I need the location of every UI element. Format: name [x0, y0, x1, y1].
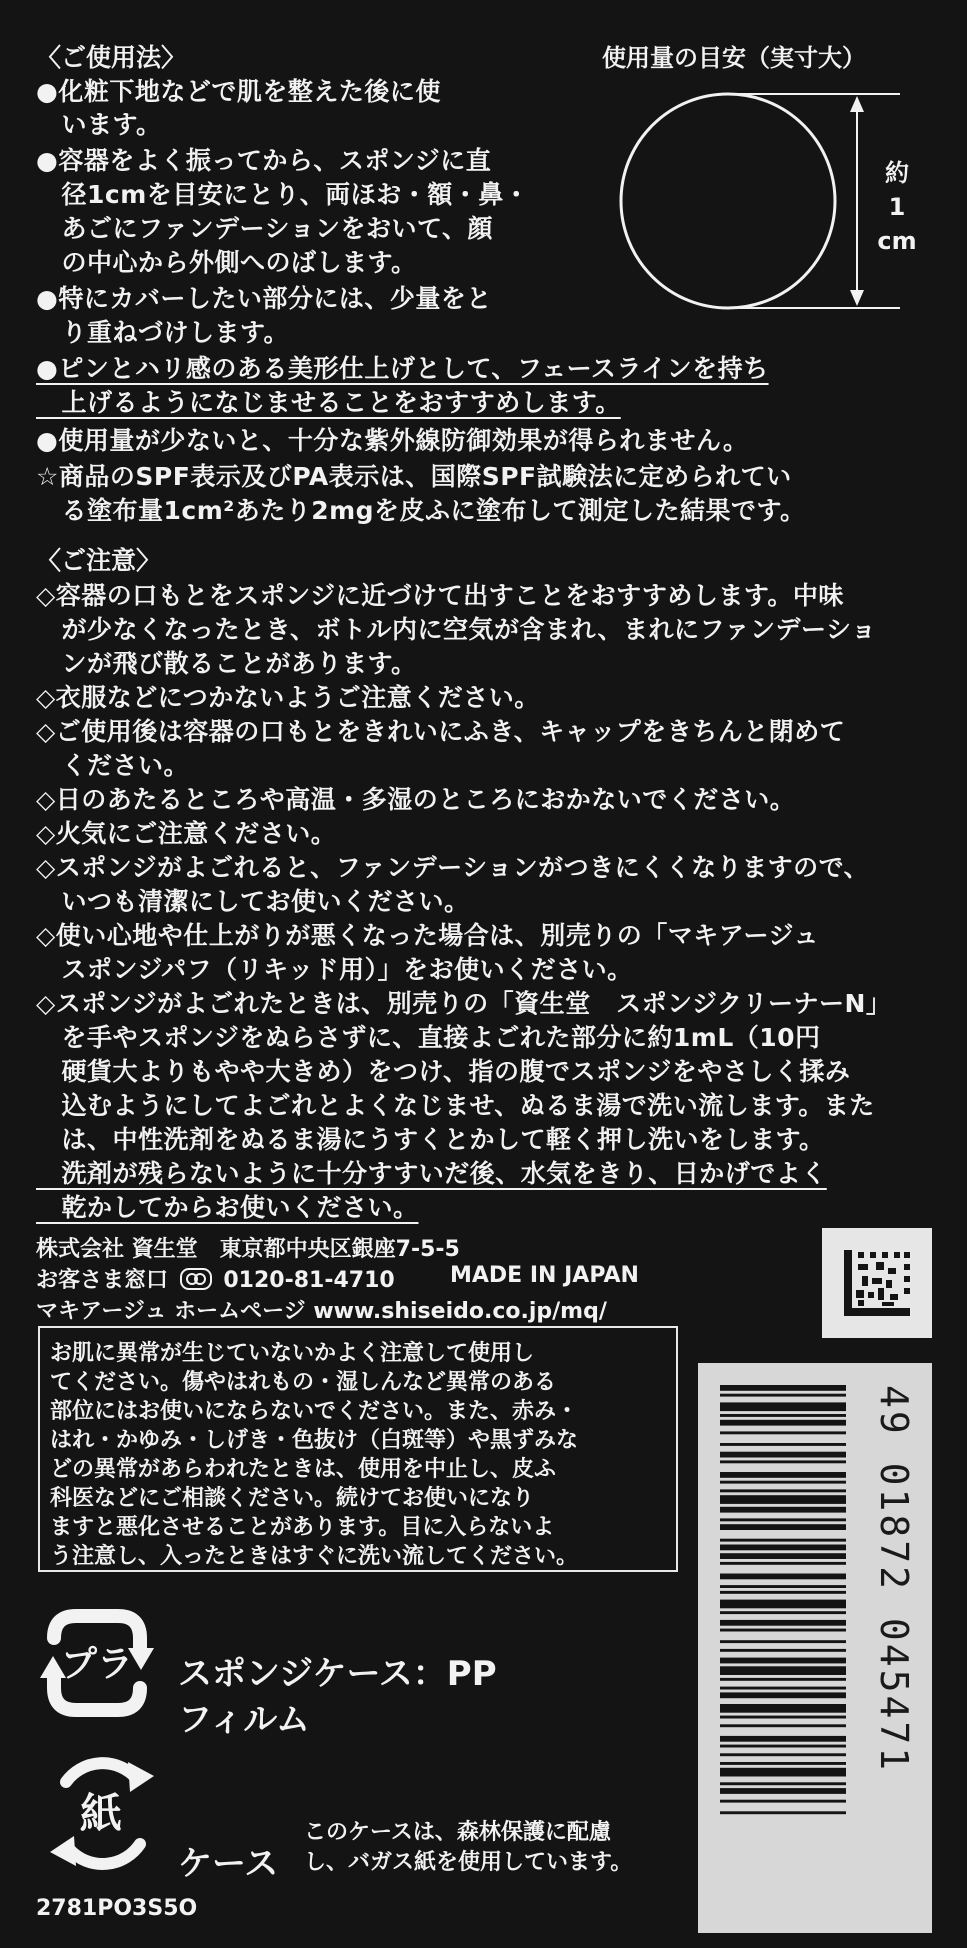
barcode-bar [720, 1385, 846, 1391]
caution-line: スポンジパフ（リキッド用）」をお使いください。 [36, 955, 633, 984]
freedial-icon [180, 1268, 212, 1290]
usage-emphasis-line: ●ピンとハリ感のある美形仕上げとして、フェースラインを持ち [36, 354, 769, 383]
barcode-bar [720, 1611, 846, 1614]
usage-line: ●化粧下地などで肌を整えた後に使 [36, 77, 441, 106]
barcode-bar [720, 1574, 846, 1580]
usage-note-line: る塗布量1cm²あたり2mgを皮ふに塗布して測定した結果です。 [36, 496, 806, 525]
customer-service-line [36, 1263, 395, 1294]
qr-code-icon [822, 1228, 932, 1338]
barcode-bar [720, 1811, 846, 1814]
warning-line: 部位にはお使いにならないでください。また、赤み・ [50, 1399, 579, 1424]
barcode-bar [720, 1553, 846, 1559]
caution-line: が少なくなったとき、ボトル内に空気が含まれ、まれにファンデーショ [36, 615, 877, 644]
caution-line: いつも清潔にしてお使いください。 [36, 887, 470, 916]
caution-emphasis-line: 乾かしてからお使いください。 [36, 1193, 419, 1222]
barcode-bar [720, 1452, 846, 1458]
paper-mark-text: 紙 [79, 1789, 123, 1838]
caution-line: ◇スポンジがよごれると、ファンデーションがつきにくくなりますので、 [36, 853, 870, 882]
caution-line: 硬貨大よりもやや大きめ）をつけ、指の腹でスポンジをやさしく揉み [36, 1057, 851, 1086]
caution-header: 〈ご注意〉 [36, 546, 162, 575]
caution-line: ◇使い心地や仕上がりが悪くなった場合は、別売りの「マキアージュ [36, 921, 819, 950]
paper-note-line1: このケースは、森林保護に配慮 [304, 1820, 611, 1845]
barcode-bar [720, 1782, 846, 1785]
warning-line: どの異常があらわれたときは、使用を中止し、皮ふ [50, 1457, 557, 1482]
warning-line: お肌に異常が生じていないかよく注意して使用し [50, 1341, 535, 1366]
caution-line: ◇スポンジがよごれたときは、別売りの「資生堂 スポンジクリーナーN」 [36, 989, 892, 1018]
usage-line: 径1cmを目安にとり、両ほお・額・鼻・ [36, 180, 530, 209]
lot-code: 2781PO3S5O [36, 1896, 198, 1921]
homepage-line: マキアージュ ホームページ www.shiseido.co.jp/mq/ [36, 1299, 607, 1324]
usage-line: います。 [36, 110, 162, 139]
company-address: 株式会社 資生堂 東京都中央区銀座7-5-5 [36, 1237, 460, 1262]
barcode-bar [720, 1481, 846, 1484]
warning-line: う注意し、入ったときはすぐに洗い流してください。 [50, 1544, 579, 1569]
caution-line: ◇ご使用後は容器の口もとをきれいにふき、キャップをきちんと閉めて [36, 717, 846, 746]
barcode-bar [720, 1724, 846, 1727]
barcode-bar [720, 1414, 846, 1417]
customer-service-label: お客さま窓口 [36, 1268, 169, 1293]
usage-header: 〈ご使用法〉 [36, 43, 187, 72]
caution-line: ◇衣服などにつかないようご注意ください。 [36, 683, 540, 712]
barcode-bar [720, 1518, 846, 1521]
usage-line: あごにファンデーションをおいて、顔 [36, 214, 494, 243]
barcode-bar [720, 1495, 846, 1504]
barcode-bar [720, 1762, 846, 1765]
warning-line: 科医などにご相談ください。続けてお使いになり [50, 1486, 535, 1511]
barcode-bar [720, 1629, 846, 1632]
caution-line: ンが飛び散ることがあります。 [36, 649, 417, 678]
barcode-bar [720, 1545, 846, 1551]
caution-line: ◇日のあたるところや高温・多湿のところにおかないでください。 [36, 785, 796, 814]
paper-note-line2: し、バガス紙を使用しています。 [304, 1850, 633, 1875]
usage-note-line: ☆商品のSPF表示及びPA表示は、国際SPF試験法に定められてい [36, 462, 792, 491]
barcode-bar [720, 1443, 846, 1446]
barcode-bar [720, 1768, 846, 1777]
barcode-bar [720, 1539, 846, 1542]
barcode-bar [720, 1736, 846, 1742]
caution-emphasis-line: 洗剤が残らないように十分すすいだ後、水気をきり、日かげでよく [36, 1159, 827, 1188]
skin-warning-box [38, 1326, 678, 1572]
barcode-bar [720, 1745, 846, 1748]
caution-line: を手やスポンジをぬらさずに、直接よごれた部分に約1mL（10円 [36, 1023, 821, 1052]
barcode-bar [720, 1472, 846, 1478]
warning-line: ますと悪化させることがあります。目に入らないよ [50, 1515, 555, 1540]
barcode-panel [698, 1363, 932, 1933]
barcode-bar [720, 1431, 846, 1434]
pla-mark-text: プラ [60, 1644, 134, 1685]
barcode-bar [720, 1692, 846, 1698]
barcode-bar [720, 1562, 846, 1565]
barcode-bar [720, 1402, 846, 1411]
warning-line: はれ・かゆみ・しげき・色抜け（白斑等）や黒ずみな [50, 1428, 579, 1453]
caution-line: 込むようにしてよごれとよくなじませ、ぬるま湯で洗い流します。また [36, 1091, 875, 1120]
customer-service-phone: 0120-81-4710 [223, 1268, 395, 1293]
plastic-material-line1: スポンジケース：PP [178, 1654, 497, 1694]
barcode-bar [720, 1600, 846, 1609]
made-in-label: MADE IN JAPAN [450, 1263, 639, 1288]
barcode-bar [720, 1640, 846, 1643]
usage-line: ●容器をよく振ってから、スポンジに直 [36, 146, 492, 175]
barcode-bar [720, 1704, 846, 1713]
caution-line: は、中性洗剤をぬるま湯にうすくとかして軽く押し洗いをします。 [36, 1125, 825, 1154]
plastic-material-line2: フィルム [178, 1700, 310, 1740]
caution-line: ◇容器の口もとをスポンジに近づけて出すことをおすすめします。中味 [36, 581, 844, 610]
barcode-bar [720, 1620, 846, 1626]
caution-line: ください。 [36, 751, 190, 780]
qr-code-panel [822, 1228, 932, 1338]
barcode-digits: 49 01872 045471 [872, 1385, 916, 1774]
barcode-bar [720, 1524, 846, 1530]
usage-line: り重ねづけします。 [36, 318, 290, 347]
barcode-bar [720, 1800, 846, 1803]
barcode-bar [720, 1420, 846, 1426]
barcode-bar [720, 1687, 846, 1690]
size-label-approx: 約 [885, 159, 909, 187]
warning-line: てください。傷やはれもの・湿しんなど異常のある [50, 1370, 557, 1395]
barcode-bar [720, 1591, 846, 1594]
usage-line: の中心から外側へのばします。 [36, 248, 417, 277]
barcode-bar [720, 1753, 846, 1756]
barcode-bar [720, 1585, 846, 1588]
barcode-bar [720, 1507, 846, 1513]
barcode-bar [720, 1658, 846, 1664]
usage-note-line: ●使用量が少ないと、十分な紫外線防御効果が得られません。 [36, 426, 749, 455]
size-label-value: 1 [888, 193, 906, 221]
barcode-bar [720, 1678, 846, 1681]
size-guide-circle [621, 94, 835, 308]
amount-guide-title: 使用量の目安（実寸大） [602, 44, 866, 72]
barcode-bar [720, 1489, 846, 1492]
caution-line: ◇火気にご注意ください。 [36, 819, 337, 848]
usage-emphasis-line: 上げるようになじませることをおすすめします。 [36, 388, 621, 417]
paper-recycle-icon [36, 1748, 166, 1878]
usage-line: ●特にカバーしたい部分には、少量をと [36, 284, 492, 313]
paper-material-label: ケース [178, 1844, 279, 1884]
barcode-bar [720, 1394, 846, 1397]
barcode-bar [720, 1666, 846, 1675]
barcode-bar [720, 1649, 846, 1652]
barcode-bar [720, 1788, 846, 1794]
plastic-recycle-icon [32, 1598, 162, 1728]
barcode-bar [720, 1460, 846, 1463]
size-label-unit: cm [877, 227, 917, 255]
barcode-bar [720, 1716, 846, 1719]
